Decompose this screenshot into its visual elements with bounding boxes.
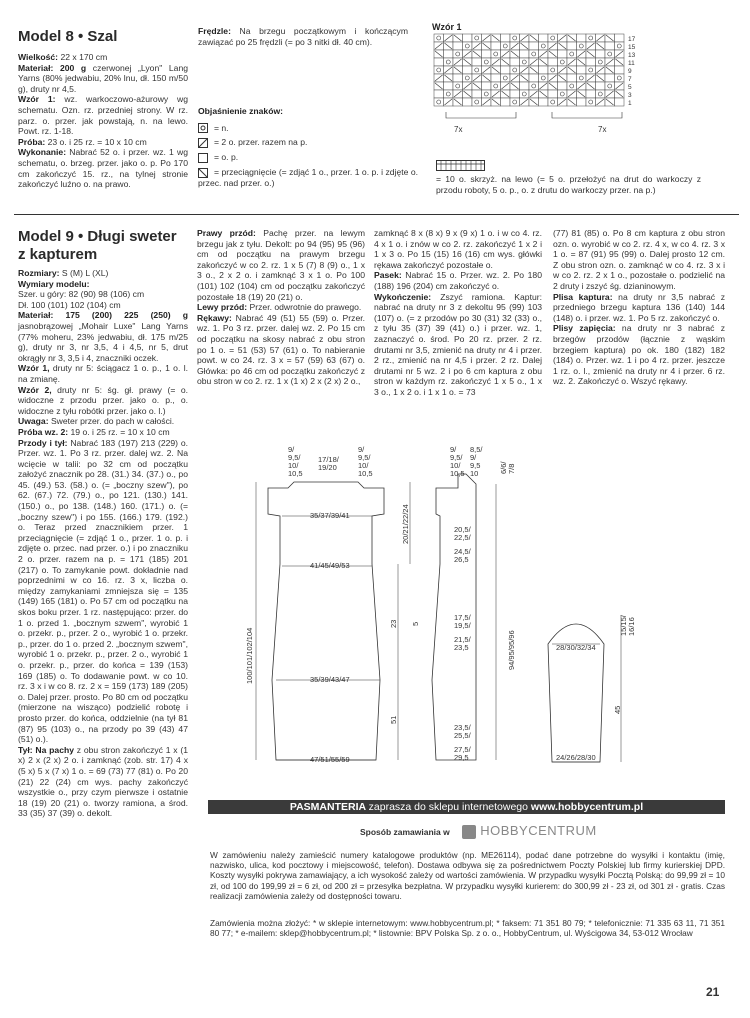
dimension-label: 21,5/ 23,5 [454,635,471,652]
slash-box-icon [198,138,208,148]
chart-row-label: 3 [628,92,632,99]
order-header: Sposób zamawiania w HOBBYCENTRUM [360,823,597,838]
model9-col3 [374,228,542,398]
chart-row-label: 13 [628,52,636,59]
legend-title: Objaśnienie znaków: [198,106,284,116]
dimension-label: 35/39/43/47 [310,675,350,684]
paragraph: Tył: Na pachy z obu stron zakończyć 1 x (1 x) 2 x (2 x) 2 o. i zamknąć (zob. str. 17) 4 x (5 x) 5 x (7 x) 1 o. = 69 (73) 77 (81) o. Po 20 (21) 22 (24) cm wys. pachy zakończyć wszystkie o., przy czym pierwsze i ostatnie 18 (19) 20 (21) o. tworzy ramiona, a środ. 33 (35) 37 (39) o. dekolt. [18,744,188,819]
dimension-label: 51 [389,715,398,724]
paragraph: Prawy przód: Pachę przer. na lewym brzegu jak z tyłu. Dekolt: po 94 (95) 95 (96) cm od początku na prawym brzegu zakończyć w co 2. rz. 1 x 5 (7) 8 (9) o., 1 x 3 o., 2 x 2 o. i zamknąć 3 x 1 o. Po 100 (101) 102 (104) cm od początku zakończyć pozostałe 18 (19) 20 (21) o. [197,228,365,302]
legend-item: = 2 o. przer. razem na p. [198,137,418,148]
dimension-label: 9/ 9,5/ 10/ 10,5 [288,445,303,478]
chart-row-label: 5 [628,84,632,91]
knitting-chart [432,32,642,142]
paragraph: Rozmiary: S (M) L (XL) [18,268,109,278]
paragraph: Uwaga: Sweter przer. do pach w całości. [18,416,175,427]
hobbycentrum-logo-icon [462,825,476,839]
paragraph: Pasek: Nabrać 15 o. Przer. wz. 2. Po 180 (188) 196 (204) cm zakończyć o. [374,270,542,291]
paragraph: Plisy zapięcia: na druty nr 3 nabrać z brzegów przodów (łącznie z wąskim brzegiem kaptura) po ok. 180 (182) 182 (184) o. Przer. wz. 1 i po 4 rz. przer. jeszcze 1 rz. o. l., zmienić na druty nr 4 i przer. 6 rz. wz. 2. Zakończyć o. Wszyć rękawy. [553,323,725,387]
model9-col1 [18,268,188,819]
dimension-label: 24/26/28/30 [556,753,596,762]
cable-icon [436,160,486,172]
dimension-label: 6/6/7/8 [499,461,516,474]
paragraph: Wykończenie: Zszyć ramiona. Kaptur: nabrać na druty nr 3 z dekoltu 95 (99) 103 (107) o. (= z przodów po 30 (31) 32 (33) o., z tyłu 35 (37) 39 (41) o.) i przer. wz. 1, zaznaczyć o. środ. Po 20 rz. przer. 2 rz. drutami nr 3,5, zmienić na druty nr 4 i przer. 2 rz., zmienić na nr 4,5 i przer. 2 rz. Dalej drutami nr 5 wz. 2 i po 6 cm kaptura z obu stron w każdym rz. zakończyć 1 x 5 o., 1 x 3 o., 1 x 2 o. i 1 x 1 o. = 73 [374,291,542,397]
dimension-label: 17,5/ 19,5/ [454,613,471,630]
ad-contact: Zamówienia można złożyć: * w sklepie internetowym: www.hobbycentrum.pl; * faksem: 71 351 80 79; * telefonicznie: 71 335 63 11, 71 351 80 77; * e-mailem: sklep@hobbycentrum.pl; * listownie: BPV Polska Sp. z o. o., HobbyCentrum, ul. Wyścigowa 34, 53-012 Wrocław [210,918,725,939]
dimension-label: 20/21/22/24 [401,504,410,544]
chart-row-label: 9 [628,68,632,75]
chart-row-label: 1 [628,100,632,107]
paragraph: (77) 81 (85) o. Po 8 cm kaptura z obu stron ozn. o. wyrobić w co 2. rz. 4 x, w co 4. rz. 3 x 1 o. = 87 (91) 95 (99) o. Dalej prosto 12 cm. Z obu stron ozn. o. zamknąć w co 4. rz. 3 x i w co 2. rz. 2 x 1 o., pozostałe o. podzielić na 2 druty i zszyć śg. dzianinowym. [553,228,725,291]
dimension-label: 41/45/49/53 [310,561,350,570]
ad-banner: PASMANTERIA zaprasza do sklepu internetowego www.hobbycentrum.pl [208,800,725,814]
dimension-label: 15/15/16/16 [619,615,636,636]
paragraph: Szer. u góry: 82 (90) 98 (106) cm [18,289,145,300]
dimension-label: 45 [613,705,622,714]
paragraph: Lewy przód: Przer. odwrotnie do prawego. [197,302,362,313]
model9-title: Model 9 • Długi sweter z kapturem [18,228,177,263]
dimension-label: 8,5/ 9/ 9,5 10 [470,445,483,478]
dimension-label: 94/95/95/96 [507,630,516,670]
dimension-label: 100/101/102/104 [245,627,254,684]
cable-legend-text: = 10 o. skrzyż. na lewo (= 5 o. przełożyć na drut do warkoczy z przodu roboty, 5 o. p., o. z drutu do warkoczy przer. na p.) [436,174,701,195]
dimension-label: 20,5/ 22,5/ [454,525,471,542]
paragraph: Materiał: 175 (200) 225 (250) g jasnobrązowej „Mohair Luxe" Lang Yarns (77% moheru, 23% jedwabiu, dł. 175 m/25 g), druty nr 3, nr 3,5, 4 i 4,5, nr 5, drut okrągły nr 3, 3,5 i 4, znaczniki oczek. [18,310,188,363]
dimension-label: 35/37/39/41 [310,511,350,520]
paragraph: Dł. 100 (101) 102 (104) cm [18,299,121,310]
repeat-label: 7x [454,125,463,134]
fredzle-text: Frędzle: Na brzegu początkowym i kończącym zawiązać po 25 frędzli (= po 3 nitki dł. 40 cm). [198,26,409,47]
chart-row-label: 7 [628,76,632,83]
dimension-label: 23,5/ 25,5/ [454,723,471,740]
paragraph: Przody i tył: Nabrać 183 (197) 213 (229) o. Przer. wz. 1. Po 3 rz. przer. dalej wz. 2. Na wcięcie w talii: po 32 cm od początku założyć znacznik po 28. (31.) 34. (37.) o., po 45. (49.) 53. (58.) o. (= „boczny szew"), po 62. (67.) 72. (79.) o., po 121. (130.) 141. (150.) o., po 138. (148.) 160. (171.) o. (= „boczny szew") i po 155. (166.) 179. (192.) o. Teraz przed znacznikiem przer. 1 przeciągnięcie (= zdjąć 1 o., przer. 1 o. p. i zdjęte o. przec. nad przer. o.) i po znaczniku 2 o. przer. razem na p. = 171 (185) 201 (217) o. To zamykanie powt. dokładnie nad poprzednimi w co 16. rz. 3 x, liczba o. między zamykaniami zmniejsza się = 135 (149) 165 (181) o. Po 57 cm od początku na skos boku przer. 1 rz. następująco: przer. do 1 o. przed 1. „bocznym szwem", wyrobić 1 o. przekr. p., przer. 2 o., wyrobić 1 o. przekr. p., przer. do 1 o. przed 2. „bocznym szwem", wyrobić 1 o. przekr. p., przer. 2 o., wyrobić 1 o. przekr. p., przer. do końca = 139 (153) 169 (185) o. To dodawanie powt. w co 10. rz. 3 x i w co 8. rz. 2 x = 159 (173) 189 (205) o. Dalej przer. prosto. Po 80 cm od początku (mierzone na wisząco) podzielić robotę i prosto przer. do końca, oddzielnie (na tył 81 (87) 95 (103) o., na przody po 39 (43) 47 (51) o.). [18,437,188,745]
legend [198,106,418,192]
dimension-label: 24,5/ 26,5 [454,547,471,564]
paragraph: Rękawy: Nabrać 49 (51) 55 (59) o. Przer. wz. 1. Po 3 rz. przer. dalej wz. 2. Po 15 cm od początku na skosy nabrać z obu stron po 1 o. = 51 (53) 57 (61) o. To nabieranie powt. w co 24. rz. 3 x = 57 (59) 63 (67) o. Główka: po 46 cm od początku zakończyć z obu stron w co 2. rz. 1 x (1 x) 2 x (2 x) 2 o., [197,312,365,387]
model8-instructions: Wielkość: 22 x 170 cm Materiał: 200 g czerwonej „Lyon" Lang Yarns (80% jedwabiu, 20% lnu, dł. 150 m/50 g), druty nr 4,5. Wzór 1: wz. warkoczowo-ażurowy wg schematu. Ozn. rz. przedniej strony. W rz. parz. o. przer. jak powstają, n. na lewo. Powt. rz. 1-18. Próba: 23 o. i 25 rz. = 10 x 10 cm Wykonanie: Nabrać 52 o. i przer. wz. 1 wg schematu, o. brzeg. przer. jako o. p. Po 170 cm zakończyć 15. rz., na tylnej stronie zakończyć luźno o. na prawo. [18,52,189,190]
dimension-label: 28/30/32/34 [556,643,596,652]
legend-item: = przeciągnięcie (= zdjąć 1 o., przer. 1 o. p. i zdjęte o. przec. nad przer. o.) [198,166,418,188]
section-divider [14,214,739,215]
chart-row-label: 15 [628,44,636,51]
model9-col2 [197,228,365,387]
legend-item: = n. [198,123,418,134]
repeat-label: 7x [598,125,607,134]
dot-box-icon [198,123,208,133]
ad-body: W zamówieniu należy zamieścić numery katalogowe produktów (np. ME26114), podać dane potrzebne do wysyłki i kontaktu (imię, nazwisko, ulica, kod pocztowy i miejscowość, telefon). Dostawa odbywa się za pośrednictwem Poczty Polskiej lub firmy kurierskiej DPD. Koszty wysyłki pokrywa zamawiający, a ich wysokość zależy od wartości zamówienia. W przypadku wysyłki Pocztą Polską: do 99,99 zł = 10 zł, od 100 do 199,99 zł = 6 zł, od 200 zł = przesyłka bezpłatna. W przypadku wysyłki kurierem: do 300,99 zł - 23 zł, od 301 zł - gratis. Czas realizacji zamówienia zależy od dostępności towaru. [210,850,725,901]
dimension-label: 5 [411,621,420,626]
backslash-box-icon [198,168,208,178]
paragraph: Próba wz. 2: 19 o. i 25 rz. = 10 x 10 cm [18,426,170,437]
page-number: 21 [706,985,720,999]
chart-title: Wzór 1 [432,22,462,32]
paragraph: Wymiary modelu: [18,278,90,289]
dimension-label: 47/51/55/59 [310,755,350,764]
model8-title: Model 8 • Szal [18,28,118,45]
paragraph: Wzór 2, druty nr 5: śg. gł. prawy (= o. widoczne z przodu przer. jako o. p., o. widoczne z tyłu robótki przer. jako o. l.) [18,384,189,416]
chart-row-label: 11 [628,60,635,67]
legend-item: = o. p. [198,152,418,163]
dimension-label: 17/18/ 19/20 [318,455,339,472]
empty-box-icon [198,153,208,163]
dimension-label: 27,5/ 29,5 [454,745,471,762]
paragraph: zamknąć 8 x (8 x) 9 x (9 x) 1 o. i w co 4. rz. 4 x 1 o. i znów w co 2. rz. zakończyć 1 x 2 i 1 x 3 o. Po 15 (15) 16 (16) cm wys. główki rękawa zakończyć pozostałe o. [374,228,542,270]
model9-col4 [553,228,725,387]
dimension-label: 9/ 9,5/ 10/ 10,5 [450,445,465,478]
garment-schematic [196,444,716,784]
back-piece [268,482,384,760]
dimension-label: 23 [389,619,398,628]
chart-row-label: 17 [628,36,636,43]
paragraph: Plisa kaptura: na druty nr 3,5 nabrać z przedniego brzegu kaptura 136 (140) 144 (148) o. i przer. wz. 1. Po 5 rz. zakończyć o. [553,291,726,323]
dimension-label: 9/ 9,5/ 10/ 10,5 [358,445,373,478]
paragraph: Wzór 1, druty nr 5: ściągacz 1 o. p., 1 o. l. na zmianę. [18,363,188,384]
